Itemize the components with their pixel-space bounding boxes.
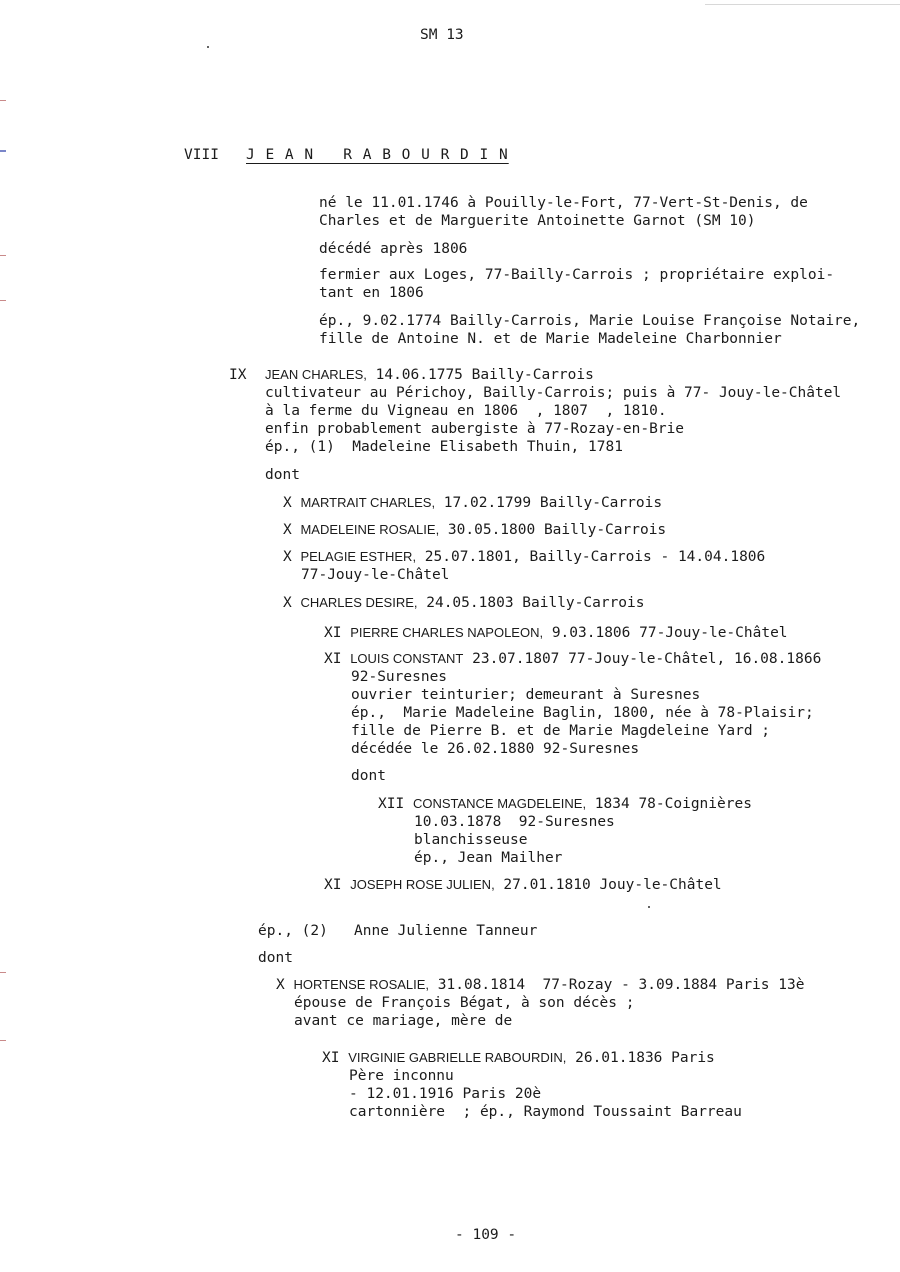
page-ref: SM 13 <box>420 27 464 43</box>
text-line: fermier aux Loges, 77-Bailly-Carrois ; propriétaire exploi- <box>319 267 835 283</box>
text-line: - 12.01.1916 Paris 20è <box>349 1086 542 1102</box>
person-name: JEAN CHARLES, <box>265 367 367 382</box>
text-line: fille de Pierre B. et de Marie Magdeleine Yard ; <box>351 723 771 739</box>
margin-mark <box>0 100 6 101</box>
text-line: décédée le 26.02.1880 92-Suresnes <box>351 741 640 757</box>
person-name: CHARLES DESIRE, <box>300 595 418 610</box>
dont-label: dont <box>258 950 293 966</box>
speck <box>207 46 209 48</box>
person-name: CONSTANCE MAGDELEINE, <box>412 796 587 811</box>
text-line: ép., Marie Madeleine Baglin, 1800, née à 78-Plaisir; <box>351 705 814 721</box>
person-name: MARTRAIT CHARLES, <box>300 495 436 510</box>
child-entry <box>324 650 821 668</box>
text-line: cartonnière ; ép., Raymond Toussaint Barreau <box>349 1104 742 1120</box>
generation-number: XI <box>324 625 342 641</box>
child-entry <box>276 976 804 994</box>
generation-number: X <box>283 522 292 538</box>
margin-mark <box>0 300 6 301</box>
child-entry <box>378 795 752 813</box>
text-line: ép., Jean Mailher <box>414 850 563 866</box>
birth-info: 26.01.1836 Paris <box>566 1050 715 1066</box>
person-name: MADELEINE ROSALIE, <box>300 522 440 537</box>
generation-number: XII <box>378 796 405 812</box>
generation-number: XI <box>324 877 342 893</box>
birth-info: 1834 78-Coignières <box>586 796 752 812</box>
generation-number: X <box>276 977 285 993</box>
text-line: 92-Suresnes <box>351 669 448 685</box>
birth-info: 25.07.1801, Bailly-Carrois - 14.04.1806 <box>416 549 766 565</box>
generation-number: XI <box>322 1050 340 1066</box>
text-line: blanchisseuse <box>414 832 528 848</box>
child-entry <box>283 521 666 539</box>
text-line: cultivateur au Périchoy, Bailly-Carrois; puis à 77- Jouy-le-Châtel <box>265 385 842 401</box>
child-entry <box>283 548 765 566</box>
text-line: ép., (1) Madeleine Elisabeth Thuin, 1781 <box>265 439 623 455</box>
person-heading: J E A N R A B O U R D I N <box>246 147 509 163</box>
person-name: VIRGINIE GABRIELLE RABOURDIN, <box>348 1050 567 1065</box>
page-number: - 109 - <box>455 1227 517 1243</box>
person-name: LOUIS CONSTANT <box>350 651 464 666</box>
birth-info: 23.07.1807 77-Jouy-le-Châtel, 16.08.1866 <box>463 651 822 667</box>
text-line: 10.03.1878 92-Suresnes <box>414 814 615 830</box>
birth-info: 24.05.1803 Bailly-Carrois <box>417 595 645 611</box>
margin-mark <box>0 972 6 973</box>
text-line: épouse de François Bégat, à son décès ; <box>294 995 635 1011</box>
text-line: décédé après 1806 <box>319 241 468 257</box>
generation-number: XI <box>324 651 342 667</box>
margin-mark <box>0 1040 6 1041</box>
text-line: Charles et de Marguerite Antoinette Garnot (SM 10) <box>319 213 756 229</box>
text-line: ouvrier teinturier; demeurant à Suresnes <box>351 687 701 703</box>
generation-number: X <box>283 549 292 565</box>
child-entry <box>283 494 662 512</box>
margin-mark <box>0 255 6 256</box>
birth-info: 31.08.1814 77-Rozay - 3.09.1884 Paris 13è <box>429 977 805 993</box>
birth-info: 14.06.1775 Bailly-Carrois <box>366 367 594 383</box>
child-entry <box>324 624 788 642</box>
birth-info: 30.05.1800 Bailly-Carrois <box>439 522 667 538</box>
child-entry <box>322 1049 715 1067</box>
person-name: PELAGIE ESTHER, <box>300 549 417 564</box>
person-name: HORTENSE ROSALIE, <box>293 977 430 992</box>
text-line: fille de Antoine N. et de Marie Madeleine Charbonnier <box>319 331 782 347</box>
margin-mark <box>0 150 6 152</box>
text-line: à la ferme du Vigneau en 1806 , 1807 , 1810. <box>265 403 667 419</box>
text-line: Père inconnu <box>349 1068 454 1084</box>
child-entry <box>283 594 645 612</box>
text-line: 77-Jouy-le-Châtel <box>301 567 450 583</box>
generation-number: X <box>283 595 292 611</box>
person-name: JOSEPH ROSE JULIEN, <box>350 877 495 892</box>
speck <box>648 906 650 908</box>
dont-label: dont <box>265 467 300 483</box>
dont-label: dont <box>351 768 386 784</box>
text-line: ép., 9.02.1774 Bailly-Carrois, Marie Louise Françoise Notaire, <box>319 313 861 329</box>
marriage-line: ép., (2) Anne Julienne Tanneur <box>258 923 538 939</box>
generation-number: IX <box>229 367 247 383</box>
text-line: enfin probablement aubergiste à 77-Rozay-en-Brie <box>265 421 685 437</box>
text-line: tant en 1806 <box>319 285 424 301</box>
text-line: avant ce mariage, mère de <box>294 1013 513 1029</box>
person-name: PIERRE CHARLES NAPOLEON, <box>350 625 544 640</box>
top-edge-line <box>705 4 900 5</box>
birth-info: 9.03.1806 77-Jouy-le-Châtel <box>543 625 788 641</box>
generation-number: VIII <box>184 147 219 163</box>
generation-number: X <box>283 495 292 511</box>
birth-info: 17.02.1799 Bailly-Carrois <box>435 495 663 511</box>
text-line: né le 11.01.1746 à Pouilly-le-Fort, 77-Vert-St-Denis, de <box>319 195 808 211</box>
child-entry <box>324 876 722 894</box>
birth-info: 27.01.1810 Jouy-le-Châtel <box>494 877 722 893</box>
